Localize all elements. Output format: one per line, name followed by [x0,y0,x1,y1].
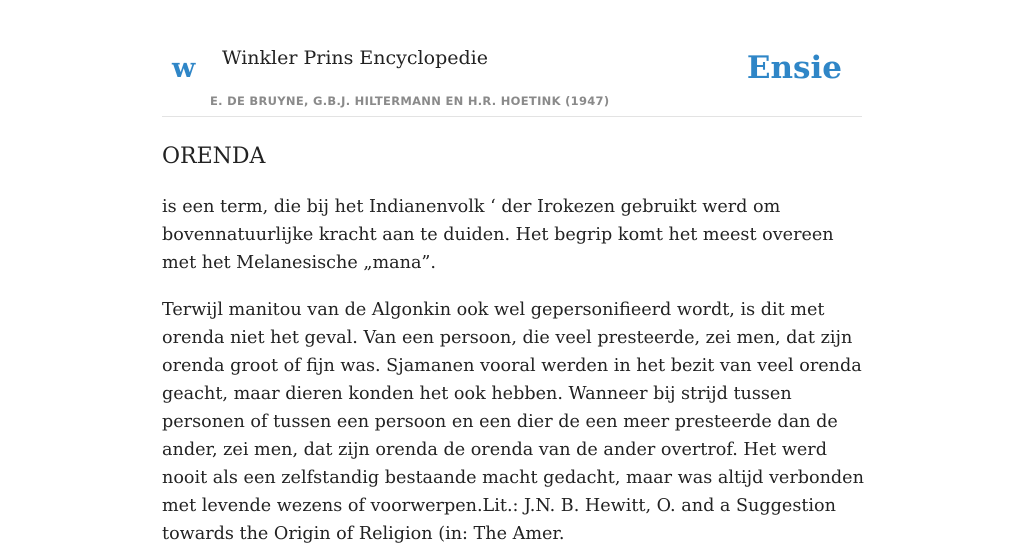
entry-title: ORENDA [162,144,266,169]
winkler-prins-logo[interactable]: w [172,53,196,84]
ensie-logo[interactable]: Ensie [746,50,842,86]
entry-paragraph-2: Terwijl manitou van de Algonkin ook wel gepersonifieerd wordt, is dit met orenda niet het geval. Van een persoon, die veel presteerde, zei men, dat zijn orenda groot of fijn was. Sjamanen vooral werden in het bezit van veel orenda geacht, maar dieren konden het ook hebben. Wanneer bij strijd tussen personen of tussen een persoon en een dier de een meer presteerde dan de ander, zei men, dat zijn orenda de orenda van de ander overtrof. Het werd nooit als een zelfstandig bestaande macht gedacht, maar was altijd verbonden met levende wezens of voorwerpen.Lit.: J.N. B. Hewitt, O. and a Suggestion towards the Origin of Religion (in: The Amer. [162,300,864,544]
publication-title[interactable]: Winkler Prins Encyclopedie [222,47,488,69]
page [162,0,864,544]
publication-authors: E. DE BRUYNE, G.B.J. HILTERMANN EN H.R. HOETINK (1947) [210,94,610,108]
entry-paragraph-1: is een term, die bij het Indianenvolk ‘ der Irokezen gebruikt werd om bovennatuurlijke kracht aan te duiden. Het begrip komt het meest overeen met het Melanesische „mana”. [162,197,834,273]
site-header [162,0,862,117]
